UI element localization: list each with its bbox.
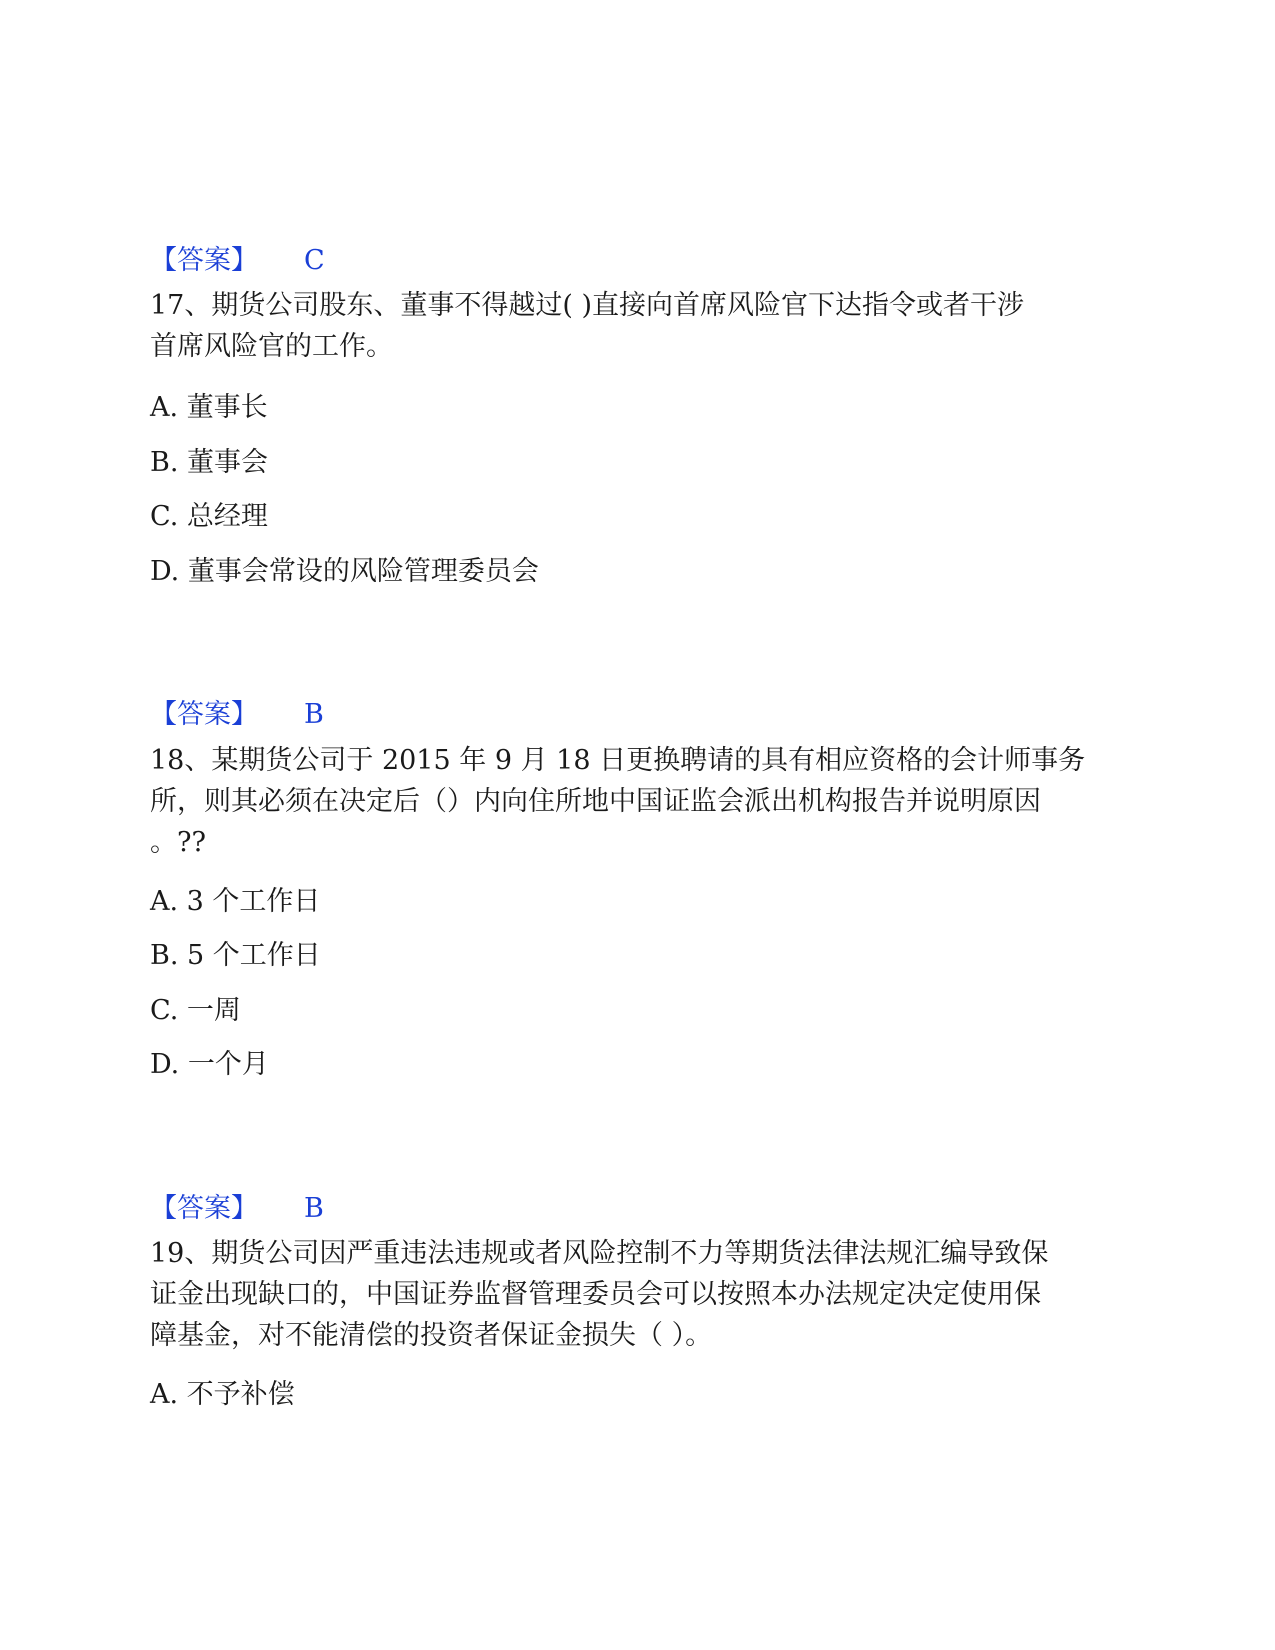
question-17-option-b: B. 董事会 xyxy=(150,447,269,478)
question-line: 证金出现缺口的，中国证券监督管理委员会可以按照本办法规定决定使用保 xyxy=(150,1279,1041,1310)
question-line: 所，则其必须在决定后（）内向住所地中国证监会派出机构报告并说明原因 xyxy=(150,786,1041,817)
answer-value: C xyxy=(304,245,325,276)
question-17-option-c: C. 总经理 xyxy=(150,501,268,532)
question-line: 19、期货公司因严重违法违规或者风险控制不力等期货法律法规汇编导致保 xyxy=(150,1238,1049,1269)
question-18-option-a: A. 3 个工作日 xyxy=(150,886,321,917)
question-19-text xyxy=(150,1233,1120,1356)
answer-value: B xyxy=(304,1193,324,1224)
question-18-answer xyxy=(150,1186,324,1225)
question-18-option-d: D. 一个月 xyxy=(150,1049,269,1080)
answer-line xyxy=(150,238,325,277)
question-18-text xyxy=(150,740,1120,863)
question-line: 障基金，对不能清偿的投资者保证金损失（ ）。 xyxy=(150,1320,713,1351)
question-17-text xyxy=(150,285,1120,367)
question-17-answer xyxy=(150,692,324,731)
question-line: 首席风险官的工作。 xyxy=(150,331,393,362)
question-line: 18、某期货公司于 2015 年 9 月 18 日更换聘请的具有相应资格的会计师事务 xyxy=(150,745,1086,776)
question-19-option-a: A. 不予补偿 xyxy=(150,1379,295,1410)
question-17-option-d: D. 董事会常设的风险管理委员会 xyxy=(150,556,539,587)
answer-label: 【答案】 xyxy=(150,699,258,730)
question-17-option-a: A. 董事长 xyxy=(150,392,268,423)
question-line: 。?? xyxy=(150,827,206,858)
answer-label: 【答案】 xyxy=(150,1193,258,1224)
question-18-option-b: B. 5 个工作日 xyxy=(150,940,321,971)
answer-label: 【答案】 xyxy=(150,245,258,276)
question-line: 17、期货公司股东、董事不得越过( )直接向首席风险官下达指令或者干涉 xyxy=(150,290,1025,321)
question-18-option-c: C. 一周 xyxy=(150,995,241,1026)
answer-value: B xyxy=(304,699,324,730)
